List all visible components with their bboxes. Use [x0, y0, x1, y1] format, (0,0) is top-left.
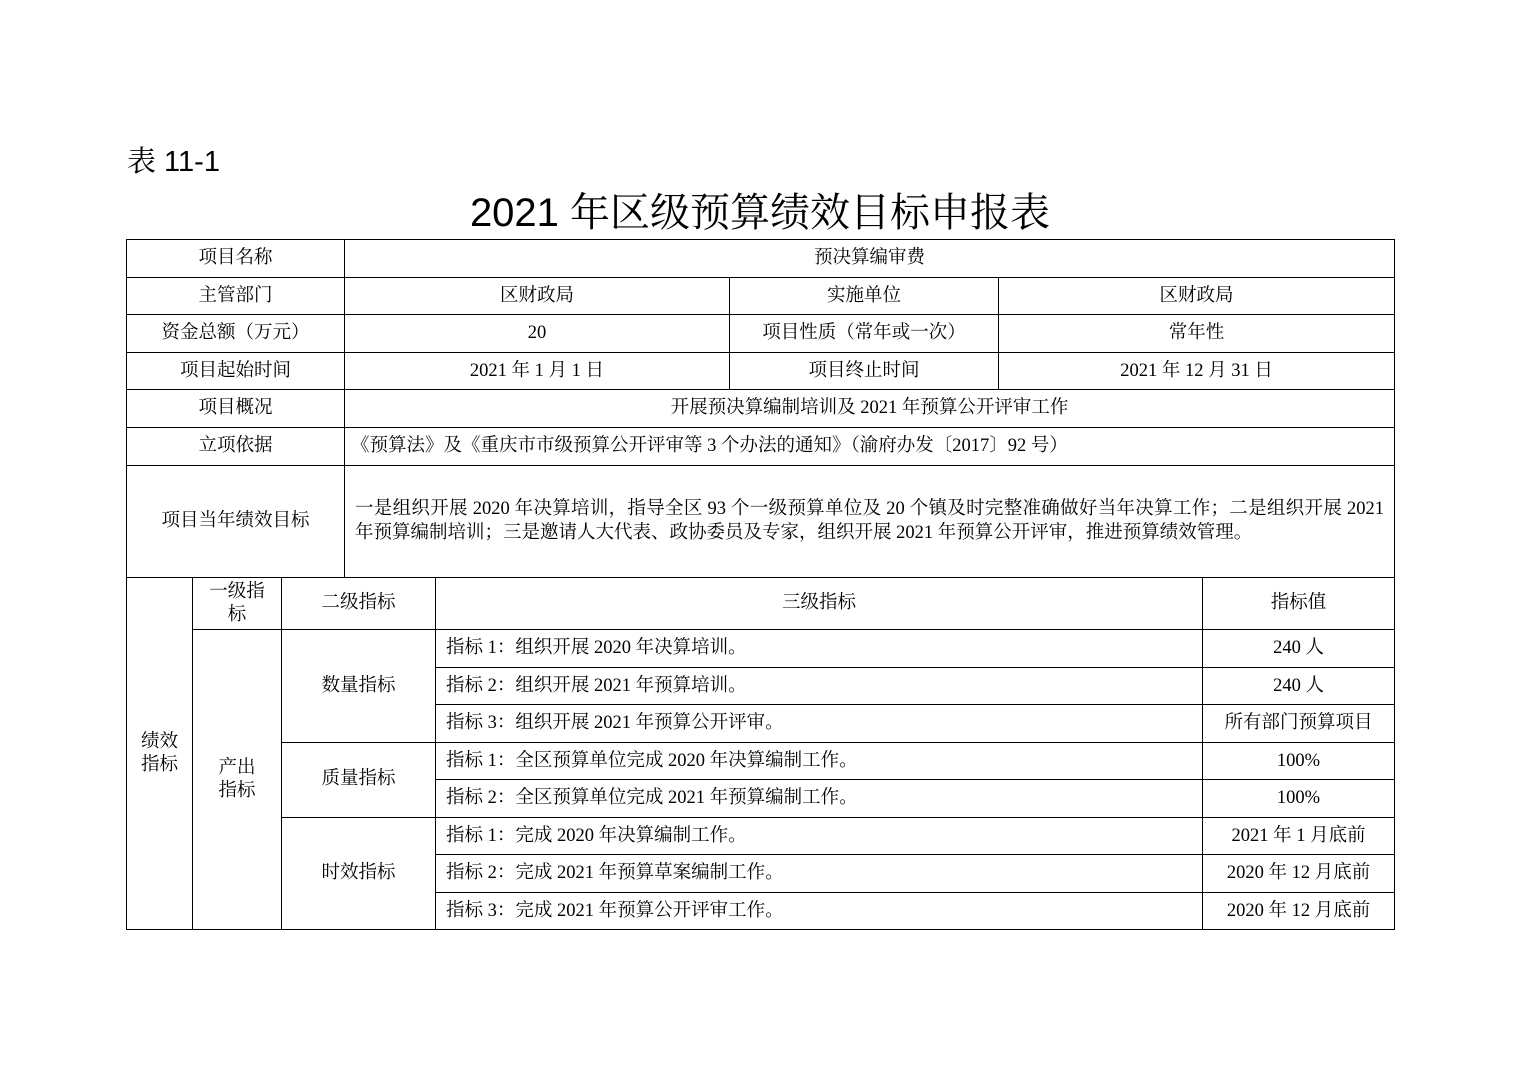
performance-indicators-cell	[127, 578, 193, 930]
project-nature-label: 项目性质（常年或一次）	[730, 315, 999, 353]
quantity-indicators-label: 数量指标	[282, 630, 436, 743]
end-date-label: 项目终止时间	[730, 353, 999, 390]
indicator-value: 240 人	[1203, 630, 1395, 668]
timeliness-indicators-label: 时效指标	[282, 817, 436, 930]
indicator-text: 指标 2：组织开展 2021 年预算培训。	[436, 667, 1203, 705]
indicator-value: 所有部门预算项目	[1203, 705, 1395, 743]
start-date-value: 2021 年 1 月 1 日	[345, 353, 730, 390]
row-funds	[127, 315, 1395, 353]
overview-label: 项目概况	[127, 390, 345, 428]
indicator-value: 100%	[1203, 780, 1395, 818]
row-annual-goal	[127, 466, 1395, 578]
indicator-text: 指标 3：组织开展 2021 年预算公开评审。	[436, 705, 1203, 743]
overview-value: 开展预决算编制培训及 2021 年预算公开评审工作	[345, 390, 1395, 428]
indicator-text: 指标 1：组织开展 2020 年决算培训。	[436, 630, 1203, 668]
indicator-value-header: 指标值	[1203, 578, 1395, 630]
supervising-dept-value: 区财政局	[345, 278, 730, 315]
indicator-value: 100%	[1203, 742, 1395, 780]
indicator-value: 2020 年 12 月底前	[1203, 892, 1395, 930]
total-funds-label: 资金总额（万元）	[127, 315, 345, 353]
implementing-unit-label: 实施单位	[730, 278, 999, 315]
table-row	[127, 742, 1395, 780]
table-row	[127, 630, 1395, 668]
table-row	[127, 817, 1395, 855]
basis-value: 《预算法》及《重庆市市级预算公开评审等 3 个办法的通知》（渝府办发〔2017〕92 号）	[345, 428, 1395, 466]
indicator-value: 2020 年 12 月底前	[1203, 855, 1395, 893]
indicator-text: 指标 2：全区预算单位完成 2021 年预算编制工作。	[436, 780, 1203, 818]
table-number-label: 表 11-1	[127, 146, 220, 178]
end-date-value: 2021 年 12 月 31 日	[999, 353, 1395, 390]
level2-header: 二级指标	[282, 578, 436, 630]
project-nature-value: 常年性	[999, 315, 1395, 353]
row-overview	[127, 390, 1395, 428]
row-department	[127, 278, 1395, 315]
quality-indicators-label: 质量指标	[282, 742, 436, 817]
annual-goal-value: 一是组织开展 2020 年决算培训，指导全区 93 个一级预算单位及 20 个镇及时完整准确做好当年决算工作；二是组织开展 2021 年预算编制培训；三是邀请人大代表、政协委员及专家，组织开展 2021 年预算公开评审，推进预算绩效管理。	[345, 466, 1395, 578]
row-project-name	[127, 240, 1395, 278]
annual-goal-label: 项目当年绩效目标	[127, 466, 345, 578]
output-indicators-label: 产出指标	[218, 757, 256, 801]
output-indicators-cell	[193, 630, 282, 930]
implementing-unit-value: 区财政局	[999, 278, 1395, 315]
start-date-label: 项目起始时间	[127, 353, 345, 390]
project-name-label: 项目名称	[127, 240, 345, 278]
indicator-value: 240 人	[1203, 667, 1395, 705]
row-indicator-headers	[127, 578, 1395, 630]
indicator-text: 指标 3：完成 2021 年预算公开评审工作。	[436, 892, 1203, 930]
document-title: 2021 年区级预算绩效目标申报表	[469, 191, 1051, 235]
row-period	[127, 353, 1395, 390]
performance-target-form-table	[126, 239, 1395, 930]
indicator-text: 指标 1：全区预算单位完成 2020 年决算编制工作。	[436, 742, 1203, 780]
project-name-value: 预决算编审费	[345, 240, 1395, 278]
indicator-text: 指标 1：完成 2020 年决算编制工作。	[436, 817, 1203, 855]
total-funds-value: 20	[345, 315, 730, 353]
level3-header: 三级指标	[436, 578, 1203, 630]
performance-indicators-label: 绩效指标	[140, 731, 178, 775]
indicator-text: 指标 2：完成 2021 年预算草案编制工作。	[436, 855, 1203, 893]
supervising-dept-label: 主管部门	[127, 278, 345, 315]
indicator-value: 2021 年 1 月底前	[1203, 817, 1395, 855]
basis-label: 立项依据	[127, 428, 345, 466]
row-basis	[127, 428, 1395, 466]
level1-header: 一级指标	[209, 581, 265, 625]
level1-header-cell	[193, 578, 282, 630]
